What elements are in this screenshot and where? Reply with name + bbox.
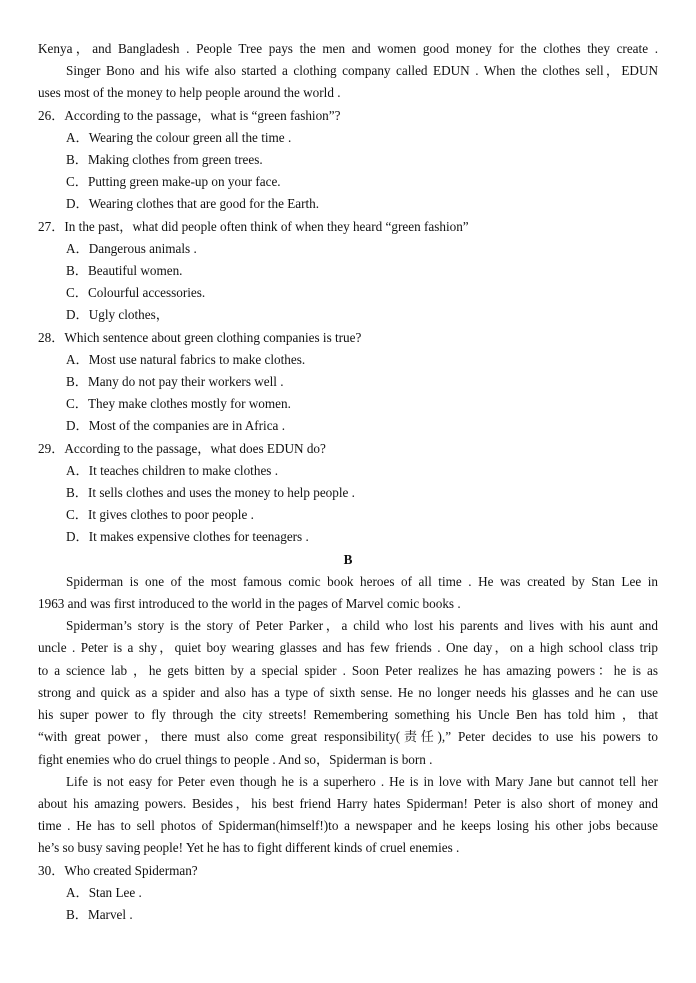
question-29-stem: 29．According to the passage，what does EDUN do?: [38, 440, 326, 456]
passage-line: Kenya，and Bangladesh . People Tree pays the men and women good money for the clothes they create .: [38, 41, 658, 56]
question-26-stem: 26．According to the passage，what is “green fashion”?: [38, 107, 341, 123]
question-28-option-c: C．They make clothes mostly for women.: [66, 396, 291, 412]
question-30-option-b: B．Marvel .: [66, 906, 133, 922]
question-30-option-a: A．Stan Lee .: [66, 884, 142, 900]
question-27-option-a: A．Dangerous animals .: [66, 240, 197, 256]
question-26-option-a: A．Wearing the colour green all the time .: [66, 129, 292, 145]
question-29-option-d: D．It makes expensive clothes for teenagers .: [66, 529, 309, 545]
question-27-option-c: C．Colourful accessories.: [66, 285, 206, 301]
passage-line: 1963 and was first introduced to the world in the pages of Marvel comic books .: [38, 596, 461, 612]
passage-line: his super power to fly through the city streets! Remembering something his Uncle Ben has told him ，that: [38, 707, 658, 723]
question-27-option-d: D．Ugly clothes，: [66, 307, 169, 323]
passage-line: fight enemies who do cruel things to people . And so，Spiderman is born .: [38, 751, 433, 767]
passage-line: strong and quick as a spider and also has a type of sixth sense. He no longer needs his glasses and he can use: [38, 684, 658, 700]
passage-line: Singer Bono and his wife also started a clothing company called EDUN . When the clothes sell，EDUN: [66, 63, 658, 79]
question-29-option-c: C．It gives clothes to poor people .: [66, 507, 254, 523]
question-29-option-a: A．It teaches children to make clothes .: [66, 462, 279, 478]
section-b-heading: B: [343, 551, 353, 567]
question-26-option-b: B．Making clothes from green trees.: [66, 152, 263, 168]
passage-b-paragraph-2: [38, 615, 658, 770]
passage-line: time . He has to sell photos of Spiderman(himself!)to a newspaper and he keeps losing his other jobs because: [38, 818, 658, 834]
question-26-option-c: C．Putting green make-up on your face.: [66, 174, 281, 190]
passage-b-paragraph-3: [38, 771, 658, 860]
question-26-option-d: D．Wearing clothes that are good for the Earth.: [66, 196, 320, 212]
question-27-stem: 27．In the past，what did people often think of when they heard “green fashion”: [38, 218, 469, 234]
passage-line: about his amazing powers. Besides，his best friend Harry hates Spiderman! Peter is also short of money and: [38, 795, 658, 811]
document-page: [38, 38, 658, 926]
question-28-option-b: B．Many do not pay their workers well .: [66, 374, 284, 390]
passage-b-paragraph-1: [38, 571, 658, 615]
passage-line: he’s so busy saving people! Yet he has to fight different kinds of cruel enemies .: [38, 840, 460, 856]
question-27-option-b: B．Beautiful women.: [66, 263, 183, 279]
question-29-option-b: B．It sells clothes and uses the money to help people .: [66, 485, 355, 501]
question-30-stem: 30．Who created Spiderman?: [38, 862, 198, 878]
passage-line: Spiderman is one of the most famous comic book heroes of all time . He was created by Stan Lee in: [66, 573, 658, 589]
passage-line: uses most of the money to help people around the world .: [38, 85, 341, 101]
question-28-stem: 28．Which sentence about green clothing companies is true?: [38, 329, 362, 345]
question-28-option-d: D．Most of the companies are in Africa .: [66, 418, 285, 434]
passage-line: Life is not easy for Peter even though he is a superhero . He is in love with Mary Jane but cannot tell her: [66, 773, 658, 789]
passage-line: to a science lab ，he gets bitten by a special spider . Soon Peter realizes he has amazing powers：he is as: [38, 662, 658, 678]
passage-line: uncle . Peter is a shy，quiet boy wearing glasses and has few friends . One day，on a high school class trip: [38, 640, 658, 656]
passage-line: “with great power，there must also come great responsibility(责任),” Peter decides to use his powers to: [38, 729, 658, 745]
passage-line: Spiderman’s story is the story of Peter Parker，a child who lost his parents and lives with his aunt and: [66, 618, 658, 634]
question-28-option-a: A．Most use natural fabrics to make clothes.: [66, 351, 306, 367]
